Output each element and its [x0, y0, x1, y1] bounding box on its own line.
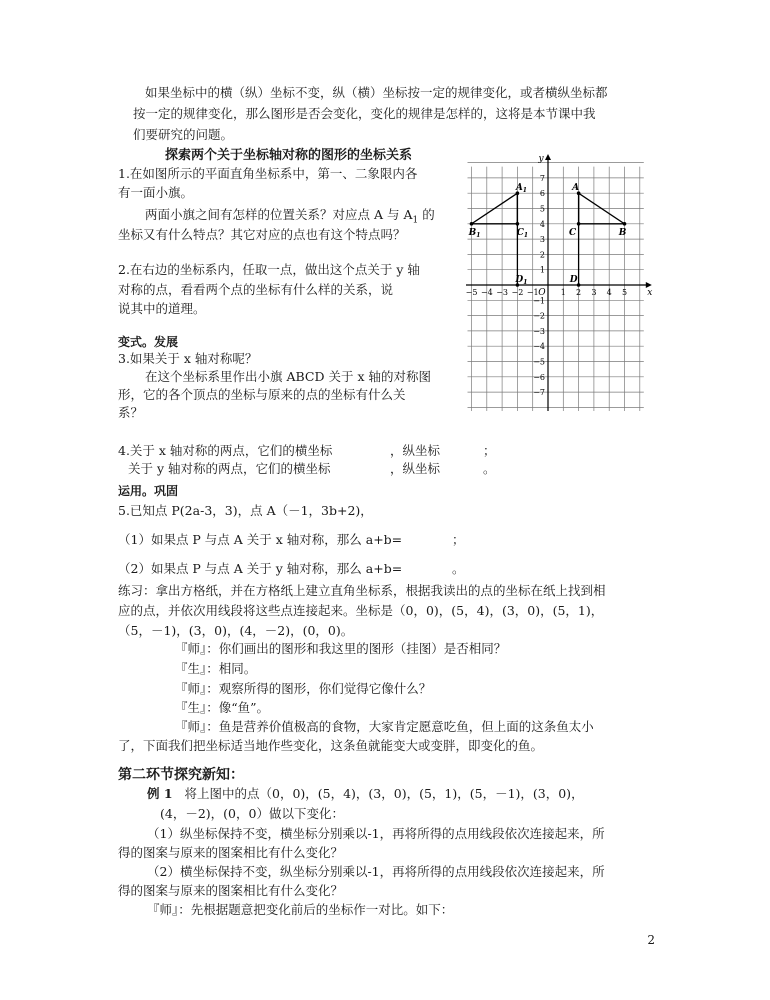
x-tick-label: −1	[526, 288, 539, 297]
flag-right-vertex-point	[577, 222, 581, 226]
q4-line-2-a: 关于 y 轴对称的两点，它们的横坐标	[128, 461, 331, 476]
y-tick-label: 1	[539, 265, 545, 275]
x-axis-label: x	[647, 288, 653, 298]
example-label: 例 1	[147, 786, 173, 801]
practice-line-2: 应的点，并依次用线段将这些点连接起来。坐标是（0，0)，(5，4)，(3，0)，(5，1)，	[118, 603, 604, 618]
y-tick-label: 2	[539, 250, 545, 260]
dialog-line-2: 『生』：相同。	[175, 661, 257, 676]
y-tick-label: −2	[533, 311, 545, 321]
example-text-1: 将上图中的点（0，0)，(5，4)，(3，0)，(5，1)，(5，－1)，(3，0)，	[184, 786, 584, 801]
q1-line-3	[145, 207, 435, 229]
q1-line-3-text: 两面小旗之间有怎样的位置关系？对应点 A 与 A	[145, 207, 413, 222]
flag-left-vertex-point	[470, 222, 474, 226]
point-label-b1-subscript: 1	[476, 231, 481, 239]
variation-heading: 变式。发展	[118, 335, 179, 349]
q3-line-1: 3.如果关于 x 轴对称呢？	[118, 351, 258, 366]
task-line-5: 『师』：先根据题意把变化前后的坐标作一对比。如下：	[147, 902, 454, 917]
point-label-c1-subscript: 1	[523, 231, 529, 239]
q5-line-3-b: 。	[452, 561, 465, 576]
y-tick-label: −6	[533, 372, 545, 382]
q5-line-2-a: （1）如果点 P 与点 A 关于 x 轴对称，那么 a+b=	[118, 532, 403, 547]
q5-line-1: 5.已知点 P(2a-3，3)，点 A（－1，3b+2)，	[118, 503, 373, 518]
q1-line-2: 有一面小旗。	[118, 185, 194, 200]
q3-line-4: 系？	[118, 405, 144, 420]
y-tick-label: −3	[533, 326, 545, 336]
section2-title: 第二环节探究新知：	[118, 767, 244, 783]
flag-left-vertex-point	[516, 222, 520, 226]
q2-line-2: 对称的点，看看两个点的坐标有什么样的关系，说	[118, 282, 394, 297]
y-tick-label: −1	[533, 296, 545, 306]
explore-heading: 探索两个关于坐标轴对称的图形的坐标关系	[165, 148, 413, 163]
q1-line-3-tail: 的	[418, 207, 435, 222]
y-tick-label: 3	[539, 235, 545, 245]
practice-line-1: 练习：拿出方格纸，并在方格纸上建立直角坐标系，根据我读出的点的坐标在纸上找到相	[118, 583, 606, 598]
x-tick-label: −2	[511, 288, 524, 297]
q2-line-1: 2.在右边的坐标系内，任取一点，做出这个点关于 y 轴	[118, 262, 420, 277]
dialog-line-5: 『师』：鱼是营养价值极高的食物，大家肯定愿意吃鱼，但上面的这条鱼太小	[175, 719, 594, 734]
point-label-a1-subscript: 1	[522, 187, 527, 195]
task-line-4: 得的图案与原来的图案相比有什么变化？	[118, 883, 344, 898]
example-line-1	[147, 786, 584, 802]
y-tick-label: −5	[533, 357, 545, 367]
y-tick-label: 7	[539, 173, 545, 183]
q4-line-1-a: 4.关于 x 轴对称的两点，它们的横坐标	[118, 443, 333, 458]
q1-line-1: 1.在如图所示的平面直角坐标系中，第一、二象限内各	[118, 166, 418, 181]
page-number: 2	[647, 933, 655, 947]
coordinate-grid-figure	[466, 153, 662, 411]
point-label-b: B	[618, 227, 627, 238]
task-line-1: （1）纵坐标保持不变，横坐标分别乘以-1，再将所得的点用线段依次连接起来，所	[147, 826, 605, 841]
x-tick-label: 3	[591, 288, 597, 297]
apply-heading: 运用。巩固	[118, 484, 179, 498]
point-label-a: A	[572, 183, 580, 194]
point-label-c: C	[569, 227, 577, 238]
point-label-d1-subscript: 1	[523, 279, 528, 286]
y-tick-label: −7	[533, 388, 545, 398]
practice-line-3: （5，－1)，(3，0)，(4，－2)，(0，0)。	[118, 623, 354, 638]
y-tick-label: 4	[539, 219, 545, 229]
intro-line-1: 如果坐标中的横（纵）坐标不变，纵（横）坐标按一定的规律变化，或者横纵坐标都	[145, 85, 608, 100]
task-line-2: 得的图案与原来的图案相比有什么变化？	[118, 845, 344, 860]
point-label-d1: $D_1$	[515, 275, 528, 286]
point-label-a1: $A_1$	[515, 183, 527, 195]
y-axis-arrow	[545, 154, 551, 160]
q1-subscript: 1	[412, 215, 419, 226]
x-tick-label: −3	[496, 288, 508, 297]
q3-line-2: 在这个坐标系里作出小旗 ABCD 关于 x 轴的对称图	[145, 369, 431, 384]
intro-line-3: 们要研究的问题。	[133, 127, 234, 142]
y-tick-label: 6	[539, 189, 545, 199]
q4-line-1-b: ，纵坐标	[390, 443, 441, 458]
q1-line-4: 坐标又有什么特点？其它对应的点也有这个特点吗？	[118, 227, 406, 242]
example-line-2: (4，－2)，(0，0）做以下变化：	[160, 806, 344, 821]
point-label-d: D	[569, 275, 578, 285]
x-tick-label: 1	[560, 288, 566, 297]
point-label-c1: $C_1$	[516, 227, 529, 239]
intro-line-2: 按一定的规律变化，那么图形是否会变化，变化的规律是怎样的，这将是本节课中我	[133, 106, 596, 121]
dialog-line-4: 『生』：像“鱼”。	[175, 700, 270, 715]
q3-line-3: 形，它的各个顶点的坐标与原来的点的坐标有什么关	[118, 387, 406, 402]
x-tick-label: 2	[576, 288, 582, 297]
x-tick-label: −4	[480, 288, 493, 297]
origin-label: O	[538, 288, 546, 298]
q2-line-3: 说其中的道理。	[118, 301, 206, 316]
flag-right-vertex-point	[623, 222, 627, 226]
q5-line-2-b: ；	[452, 532, 465, 547]
dialog-line-3: 『师』：观察所得的图形，你们觉得它像什么？	[175, 681, 432, 696]
q4-line-1-c: ；	[483, 443, 496, 458]
dialog-line-6: 了，下面我们把坐标适当地作些变化，这条鱼就能变大或变胖，即变化的鱼。	[118, 738, 544, 753]
q4-line-2-b: ，纵坐标	[390, 461, 441, 476]
q5-line-3-a: （2）如果点 P 与点 A 关于 y 轴对称，那么 a+b=	[118, 561, 403, 576]
y-axis-label: y	[538, 154, 544, 164]
point-label-b1: $B_1$	[468, 227, 481, 239]
x-tick-label: −5	[466, 288, 478, 297]
task-line-3: （2）横坐标保持不变，纵坐标分别乘以-1，再将所得的点用线段依次连接起来，所	[147, 864, 605, 879]
y-tick-label: −4	[533, 342, 545, 352]
dialog-line-1: 『师』：你们画出的图形和我这里的图形（挂图）是否相同？	[175, 641, 507, 656]
x-tick-label: 5	[621, 288, 628, 297]
x-tick-label: 4	[606, 288, 612, 297]
y-tick-label: 5	[539, 204, 545, 214]
q4-line-2-c: 。	[483, 461, 496, 476]
